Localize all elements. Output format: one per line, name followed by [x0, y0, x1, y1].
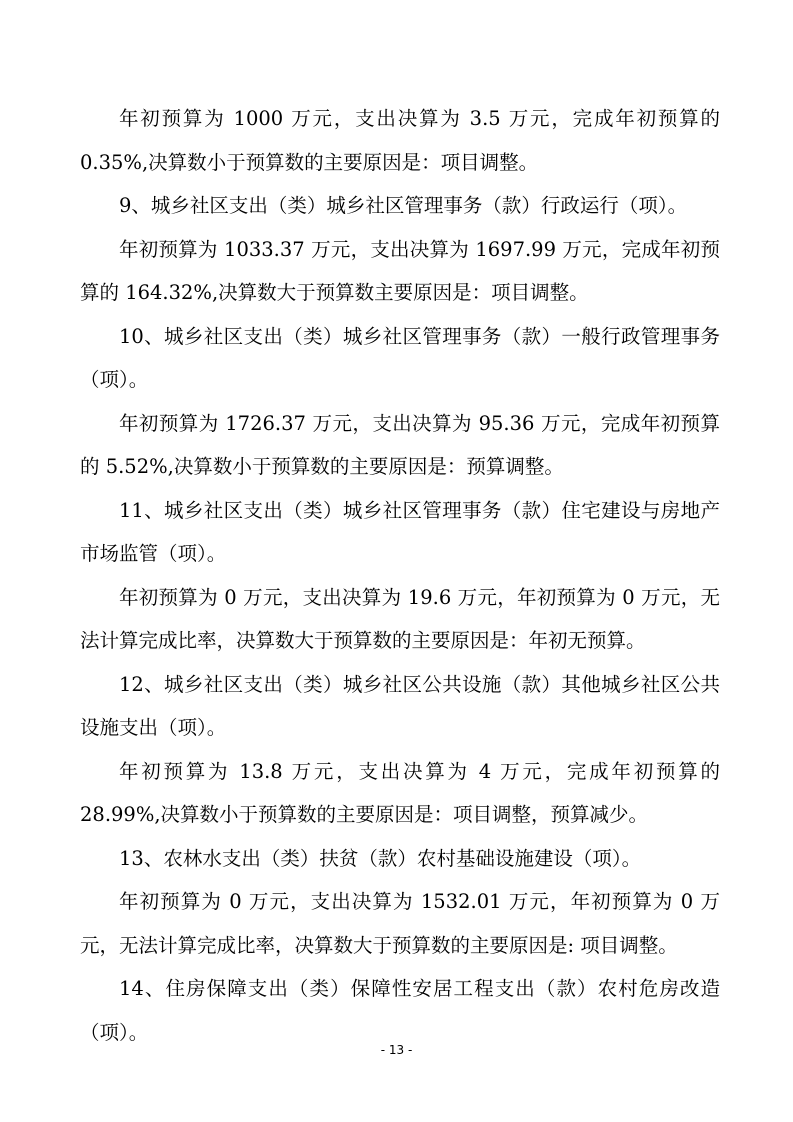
paragraph-item-11: 11、城乡社区支出（类）城乡社区管理事务（款）住宅建设与房地产市场监管（项）。: [80, 498, 720, 565]
paragraph-item-10: 10、城乡社区支出（类）城乡社区管理事务（款）一般行政管理事务（项）。: [80, 324, 720, 391]
page-number: - 13 -: [380, 1043, 413, 1057]
paragraph-item-14: 14、住房保障支出（类）保障性安居工程支出（款）农村危房改造（项）。: [80, 977, 720, 1044]
paragraph-item-12: 12、城乡社区支出（类）城乡社区公共设施（款）其他城乡社区公共设施支出（项）。: [80, 672, 720, 739]
paragraph-budget-12: 年初预算为 13.8 万元，支出决算为 4 万元，完成年初预算的 28.99%,决算数小于预算数的主要原因是：项目调整，预算减少。: [80, 759, 720, 826]
paragraph-budget-9: 年初预算为 1033.37 万元，支出决算为 1697.99 万元，完成年初预算的 164.32%,决算数大于预算数主要原因是：项目调整。: [80, 237, 720, 304]
paragraph-budget-13: 年初预算为 0 万元，支出决算为 1532.01 万元，年初预算为 0 万元，无法计算完成比率，决算数大于预算数的主要原因是: 项目调整。: [80, 890, 720, 957]
body-text: [80, 97, 720, 1054]
paragraph-budget-1: 年初预算为 1000 万元，支出决算为 3.5 万元，完成年初预算的 0.35%,决算数小于预算数的主要原因是：项目调整。: [80, 107, 720, 174]
paragraph-budget-10: 年初预算为 1726.37 万元，支出决算为 95.36 万元，完成年初预算的 5.52%,决算数小于预算数的主要原因是：预算调整。: [80, 411, 720, 478]
paragraph-budget-11: 年初预算为 0 万元，支出决算为 19.6 万元，年初预算为 0 万元，无法计算完成比率，决算数大于预算数的主要原因是：年初无预算。: [80, 585, 720, 652]
paragraph-item-13: 13、农林水支出（类）扶贫（款）农村基础设施建设（项）。: [119, 846, 642, 870]
paragraph-item-9: 9、城乡社区支出（类）城乡社区管理事务（款）行政运行（项）。: [119, 194, 688, 217]
